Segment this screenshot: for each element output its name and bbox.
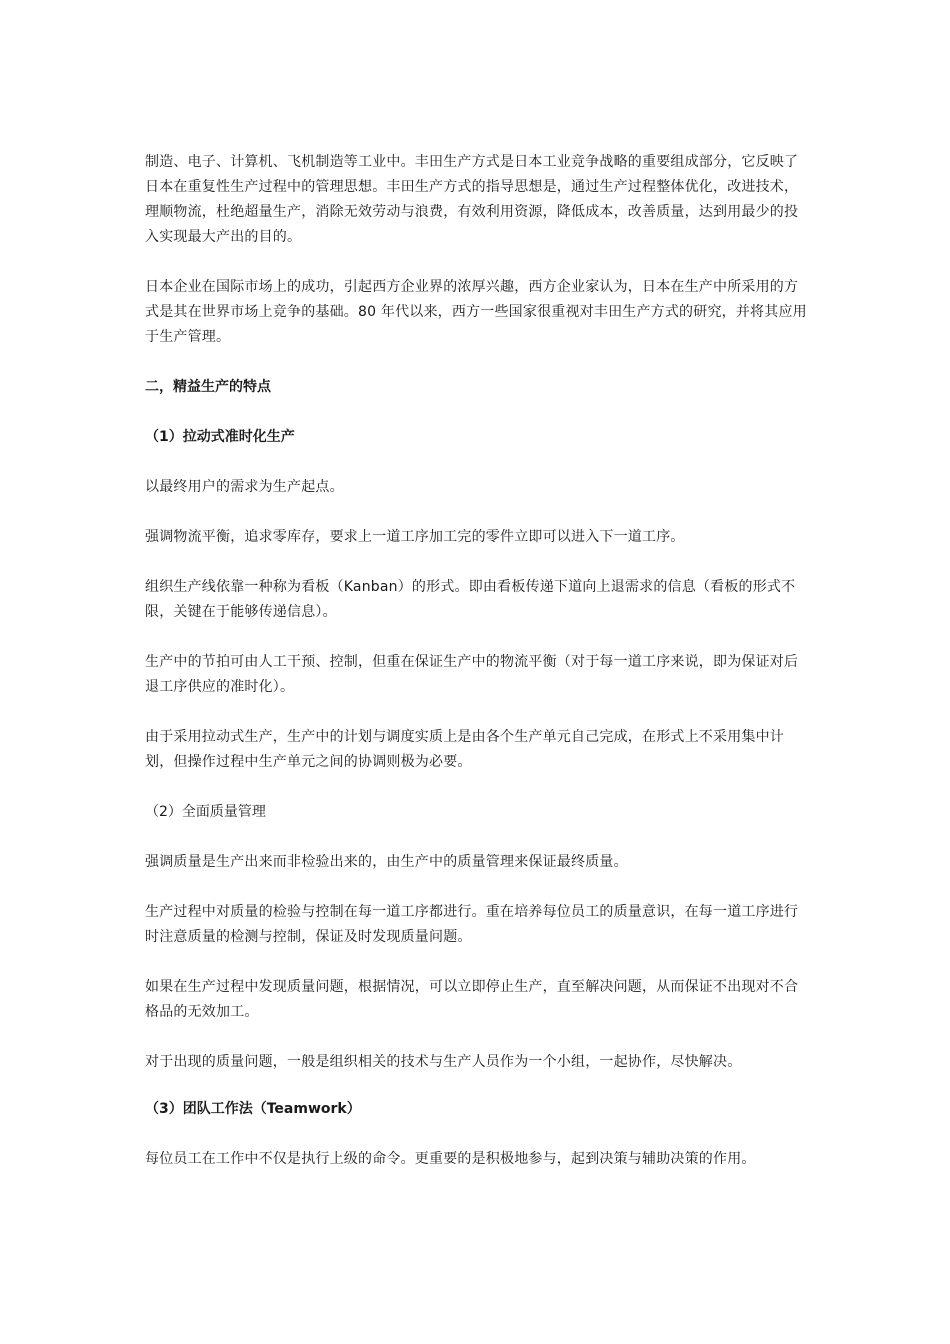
paragraph-kanban: 组织生产线依靠一种称为看板（Kanban）的形式。即由看板传递下道向上退需求的信息（看板的形式不限，关键在于能够传递信息）。 bbox=[145, 579, 796, 620]
paragraph-takt-control: 生产中的节拍可由人工干预、控制，但重在保证生产中的物流平衡（对于每一道工序来说，即为保证对后退工序供应的准时化）。 bbox=[145, 654, 799, 695]
paragraph-quality-team: 对于出现的质量问题，一般是组织相关的技术与生产人员作为一个小组，一起协作，尽快解决。 bbox=[145, 1054, 742, 1070]
subheading-tqm: （2）全面质量管理 bbox=[145, 804, 266, 820]
section-heading-features: 二，精益生产的特点 bbox=[145, 379, 271, 395]
paragraph-toyota-intro: 制造、电子、计算机、飞机制造等工业中。丰田生产方式是日本工业竞争战略的重要组成部分，它反映了日本在重复性生产过程中的管理思想。丰田生产方式的指导思想是，通过生产过程整体优化，改进技术，理顺物流，杜绝超量生产，消除无效劳动与浪费，有效利用资源，降低成本，改善质量，达到用最少的投入实现最大产出的目的。 bbox=[145, 154, 799, 245]
subheading-teamwork: （3）团队工作法（Teamwork） bbox=[145, 1101, 361, 1117]
paragraph-flow-balance: 强调物流平衡，追求零库存，要求上一道工序加工完的零件立即可以进入下一道工序。 bbox=[145, 529, 685, 545]
paragraph-pull-planning: 由于采用拉动式生产，生产中的计划与调度实质上是由各个生产单元自己完成，在形式上不采用集中计划，但操作过程中生产单元之间的协调则极为必要。 bbox=[145, 729, 784, 770]
subheading-pull-jit: （1）拉动式准时化生产 bbox=[145, 429, 295, 445]
paragraph-quality-made: 强调质量是生产出来而非检验出来的，由生产中的质量管理来保证最终质量。 bbox=[145, 854, 628, 870]
paragraph-employee-participation: 每位员工在工作中不仅是执行上级的命令。更重要的是积极地参与，起到决策与辅助决策的作用。 bbox=[145, 1151, 756, 1167]
paragraph-quality-every-step: 生产过程中对质量的检验与控制在每一道工序都进行。重在培养每位员工的质量意识，在每一道工序进行时注意质量的检测与控制，保证及时发现质量问题。 bbox=[145, 904, 799, 945]
paragraph-demand-start: 以最终用户的需求为生产起点。 bbox=[145, 479, 344, 495]
paragraph-stop-production: 如果在生产过程中发现质量问题，根据情况，可以立即停止生产，直至解决问题，从而保证不出现对不合格品的无效加工。 bbox=[145, 979, 799, 1020]
paragraph-western-interest: 日本企业在国际市场上的成功，引起西方企业界的浓厚兴趣，西方企业家认为，日本在生产中所采用的方式是其在世界市场上竞争的基础。80 年代以来，西方一些国家很重视对丰田生产方式的研究，并将其应用于生产管理。 bbox=[145, 279, 807, 345]
